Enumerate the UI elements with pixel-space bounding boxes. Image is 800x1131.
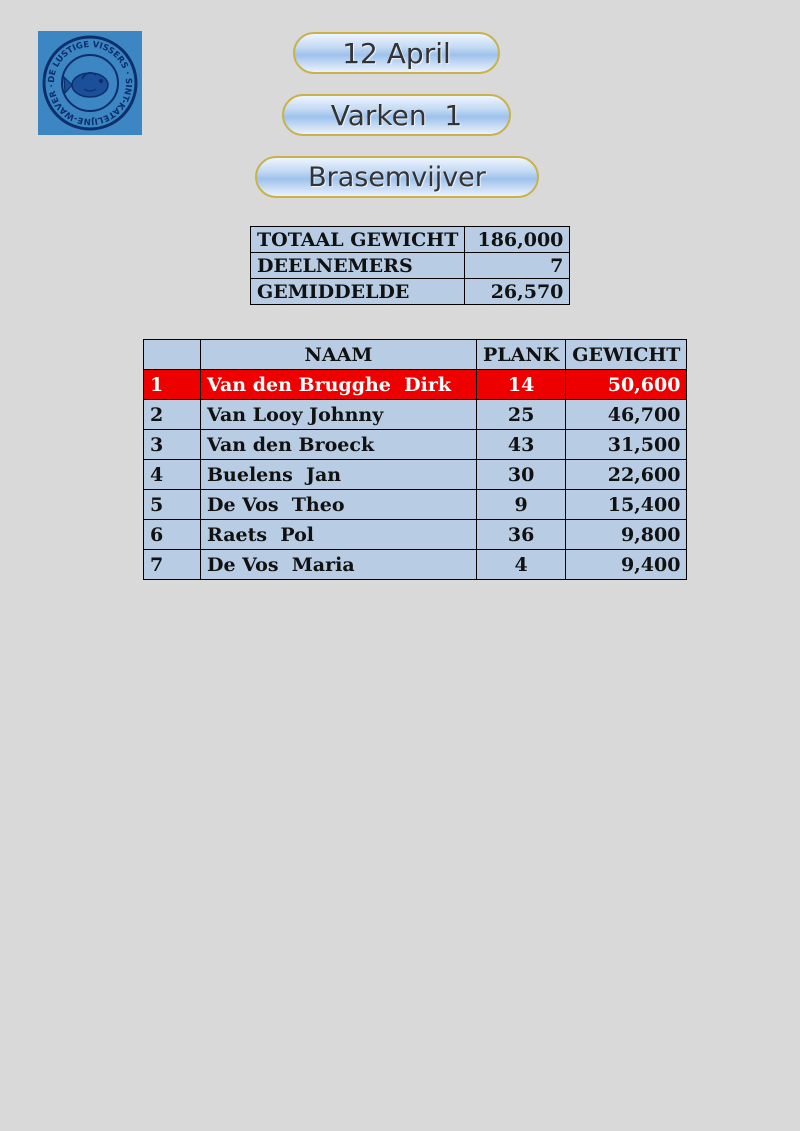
summary-value: 26,570 (465, 279, 570, 305)
summary-table (250, 226, 570, 305)
gewicht-cell: 50,600 (566, 370, 687, 400)
fish-club-logo-icon (38, 31, 142, 135)
name-cell: Van Looy Johnny (201, 400, 477, 430)
summary-row (251, 227, 570, 253)
competition-banner: Varken 1 (282, 94, 511, 136)
table-row (144, 490, 687, 520)
fish-icon (64, 73, 108, 97)
gewicht-cell: 15,400 (566, 490, 687, 520)
name-cell: De Vos Theo (201, 490, 477, 520)
name-cell: Van den Brugghe Dirk (201, 370, 477, 400)
name-cell: De Vos Maria (201, 550, 477, 580)
header-plank: PLANK (477, 340, 566, 370)
rank-cell: 1 (144, 370, 201, 400)
results-header-row (144, 340, 687, 370)
summary-row (251, 279, 570, 305)
name-cell: Raets Pol (201, 520, 477, 550)
table-row (144, 520, 687, 550)
table-row (144, 430, 687, 460)
rank-cell: 2 (144, 400, 201, 430)
summary-value: 7 (465, 253, 570, 279)
plank-cell: 36 (477, 520, 566, 550)
gewicht-cell: 31,500 (566, 430, 687, 460)
gewicht-cell: 22,600 (566, 460, 687, 490)
plank-cell: 4 (477, 550, 566, 580)
name-cell: Buelens Jan (201, 460, 477, 490)
rank-cell: 3 (144, 430, 201, 460)
header-naam: NAAM (201, 340, 477, 370)
gewicht-cell: 9,800 (566, 520, 687, 550)
header-gewicht: GEWICHT (566, 340, 687, 370)
table-row-winner (144, 370, 687, 400)
rank-cell: 4 (144, 460, 201, 490)
plank-cell: 14 (477, 370, 566, 400)
venue-banner: Brasemvijver (255, 156, 539, 198)
table-row (144, 400, 687, 430)
table-row (144, 460, 687, 490)
summary-label: GEMIDDELDE (251, 279, 465, 305)
summary-row (251, 253, 570, 279)
table-row (144, 550, 687, 580)
plank-cell: 25 (477, 400, 566, 430)
summary-label: DEELNEMERS (251, 253, 465, 279)
results-table (143, 339, 687, 580)
plank-cell: 30 (477, 460, 566, 490)
name-cell: Van den Broeck (201, 430, 477, 460)
rank-cell: 6 (144, 520, 201, 550)
rank-cell: 5 (144, 490, 201, 520)
rank-cell: 7 (144, 550, 201, 580)
gewicht-cell: 46,700 (566, 400, 687, 430)
plank-cell: 43 (477, 430, 566, 460)
summary-value: 186,000 (465, 227, 570, 253)
summary-label: TOTAAL GEWICHT (251, 227, 465, 253)
plank-cell: 9 (477, 490, 566, 520)
logo-ring-text: DE LUSTIGE VISSERS · SINT-KATELIJNE-WAVER · (46, 39, 134, 127)
club-logo (38, 31, 142, 135)
gewicht-cell: 9,400 (566, 550, 687, 580)
header-rank (144, 340, 201, 370)
date-banner: 12 April (293, 32, 500, 74)
